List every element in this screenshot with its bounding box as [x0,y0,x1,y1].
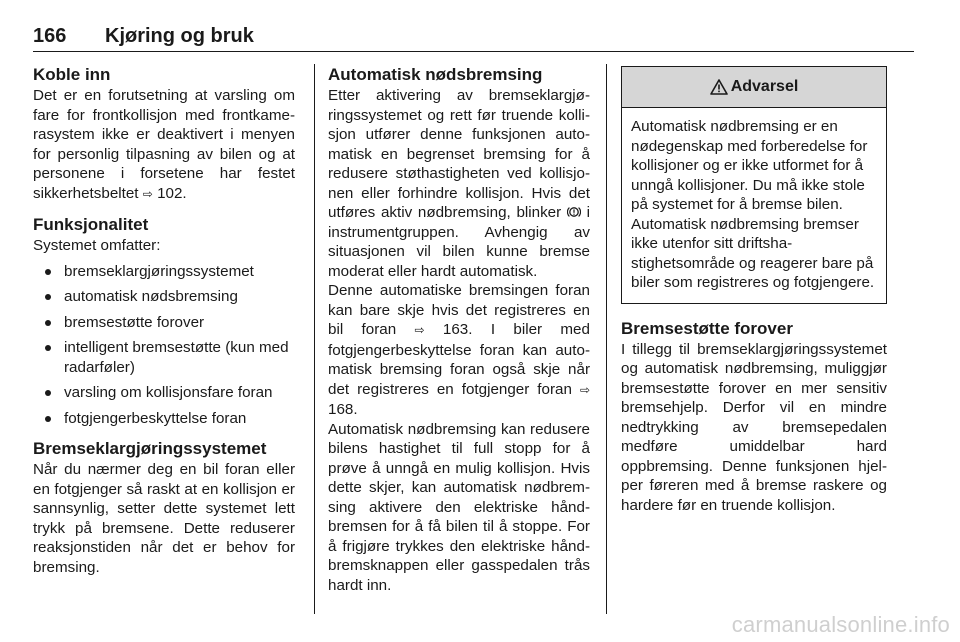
paragraph-bremseklargjoring: Når du nærmer deg en bil foran eller en fotgjenger så raskt at en kollisjon er sannsynlig, setter dette systemet lett trykk på bremsene. Dette reduserer reaksjonstiden når det er behov for bremsing. [33,461,295,576]
page-header [33,18,914,52]
paragraph-bil-foran: Denne automatiske bremsingen foran kan bare skje hvis det registreres en bil foran ⇨ 163. I biler med fotgjengerbeskyttelse foran kan automatisk bremsing foran også skje når det registreres en fotgjenger foran ⇨ 168. [328,282,590,418]
chapter-title: Kjøring og bruk [105,25,254,47]
feature-list [33,262,295,429]
paragraph-aktivering: Etter aktivering av bremseklargjøringssystemet og rett før truende kollisjon utfører denne funksjonen automatisk en begrenset bremsing for å redusere støthastigheten ved kollisjonen eller forhindre kollisjon. Hvis det utføres aktiv nødbremsing, blinker i instrumentgruppen. Avhengig av situasjonen vil bilen kunne bremse moderat eller hardt automatisk. [328,87,590,280]
list-item: bremsestøtte forover [33,313,295,333]
paragraph-koble-inn: Det er en forutsetning at varsling om fare for frontkollisjon med frontkamerasystem ikke er deaktivert i menyen for personlig tilpasning av bilen og at personene i forsetene har festet sikkerhetsbeltet ⇨ 102. [33,87,295,202]
list-item: bremseklargjøringssystemet [33,262,295,282]
column-1 [33,64,295,614]
warning-text: Automatisk nødbremsing er en nødegenskap med forberedelse for kollisjoner og er ikke utformet for å unngå kollisjoner. Du må ikke stole på systemet for å bremse bilen. Automatisk nødbremsing bremser ikke utenfor sitt driftshastighetsområde og reagerer bare på biler som registreres og fotgjengere. [631,118,875,291]
list-item: automatisk nødsbremsing [33,287,295,307]
column-3 [621,64,887,614]
paragraph-intro: Systemet omfatter: [33,237,161,254]
warning-header [622,67,886,108]
warning-body [622,108,886,303]
list-item: intelligent bremsestøtte (kun med radarføler) [33,338,295,377]
heading-bremseklargjoring: Bremseklargjøringssystemet [33,439,267,458]
list-item: varsling om kollisjonsfare foran [33,383,295,403]
heading-bremsestotte-forover: Bremsestøtte forover [621,318,793,338]
page-ref-link[interactable]: 163. [442,321,473,338]
page-ref-link[interactable]: 102. [157,184,187,202]
column-divider-2 [606,64,607,614]
paragraph-bremsestotte: I tillegg til bremseklargjøringssystemet og automatisk nødbremsing, muliggjør bremsestøtte forover en mer sensitiv bremsehjelp. Derfor vil en mindre nedtrykking av bremsepedalen medføre umiddelbar hard oppbremsing. Denne funksjonen hjelper føreren med å bremse raskere og hardere før en truende kollisjon. [621,340,887,514]
page-ref-arrow-icon: ⇨ [142,186,153,201]
warning-triangle-icon [710,79,728,95]
page-ref-arrow-icon: ⇨ [579,382,590,397]
paragraph-full-stopp: Automatisk nødbremsing kan redusere bilens hastighet til full stopp for å prøve å unngå en mulig kollisjon. Hvis dette skjer, kan automatisk nødbremsing aktivere den elektriske håndbremsen for å få bilen til å stoppe. For å frigjøre trykkes den elektriske håndbremsknappen eller gasspedalen trås hardt inn. [328,420,590,594]
warning-title: Advarsel [730,78,799,96]
heading-automatisk-nodsbremsing: Automatisk nødsbremsing [328,65,543,84]
heading-koble-inn: Koble inn [33,65,111,84]
watermark-text: carmanualsonline.info [731,612,950,637]
heading-funksjonalitet: Funksjonalitet [33,215,149,234]
list-item: fotgjengerbeskyttelse foran [33,409,295,429]
page-ref-arrow-icon: ⇨ [414,323,425,337]
column-2 [328,64,590,614]
page-number: 166 [33,25,67,47]
column-divider-1 [314,64,315,614]
warning-box [621,66,887,304]
brake-warning-icon [567,205,581,219]
page-ref-link[interactable]: 168. [328,401,358,418]
